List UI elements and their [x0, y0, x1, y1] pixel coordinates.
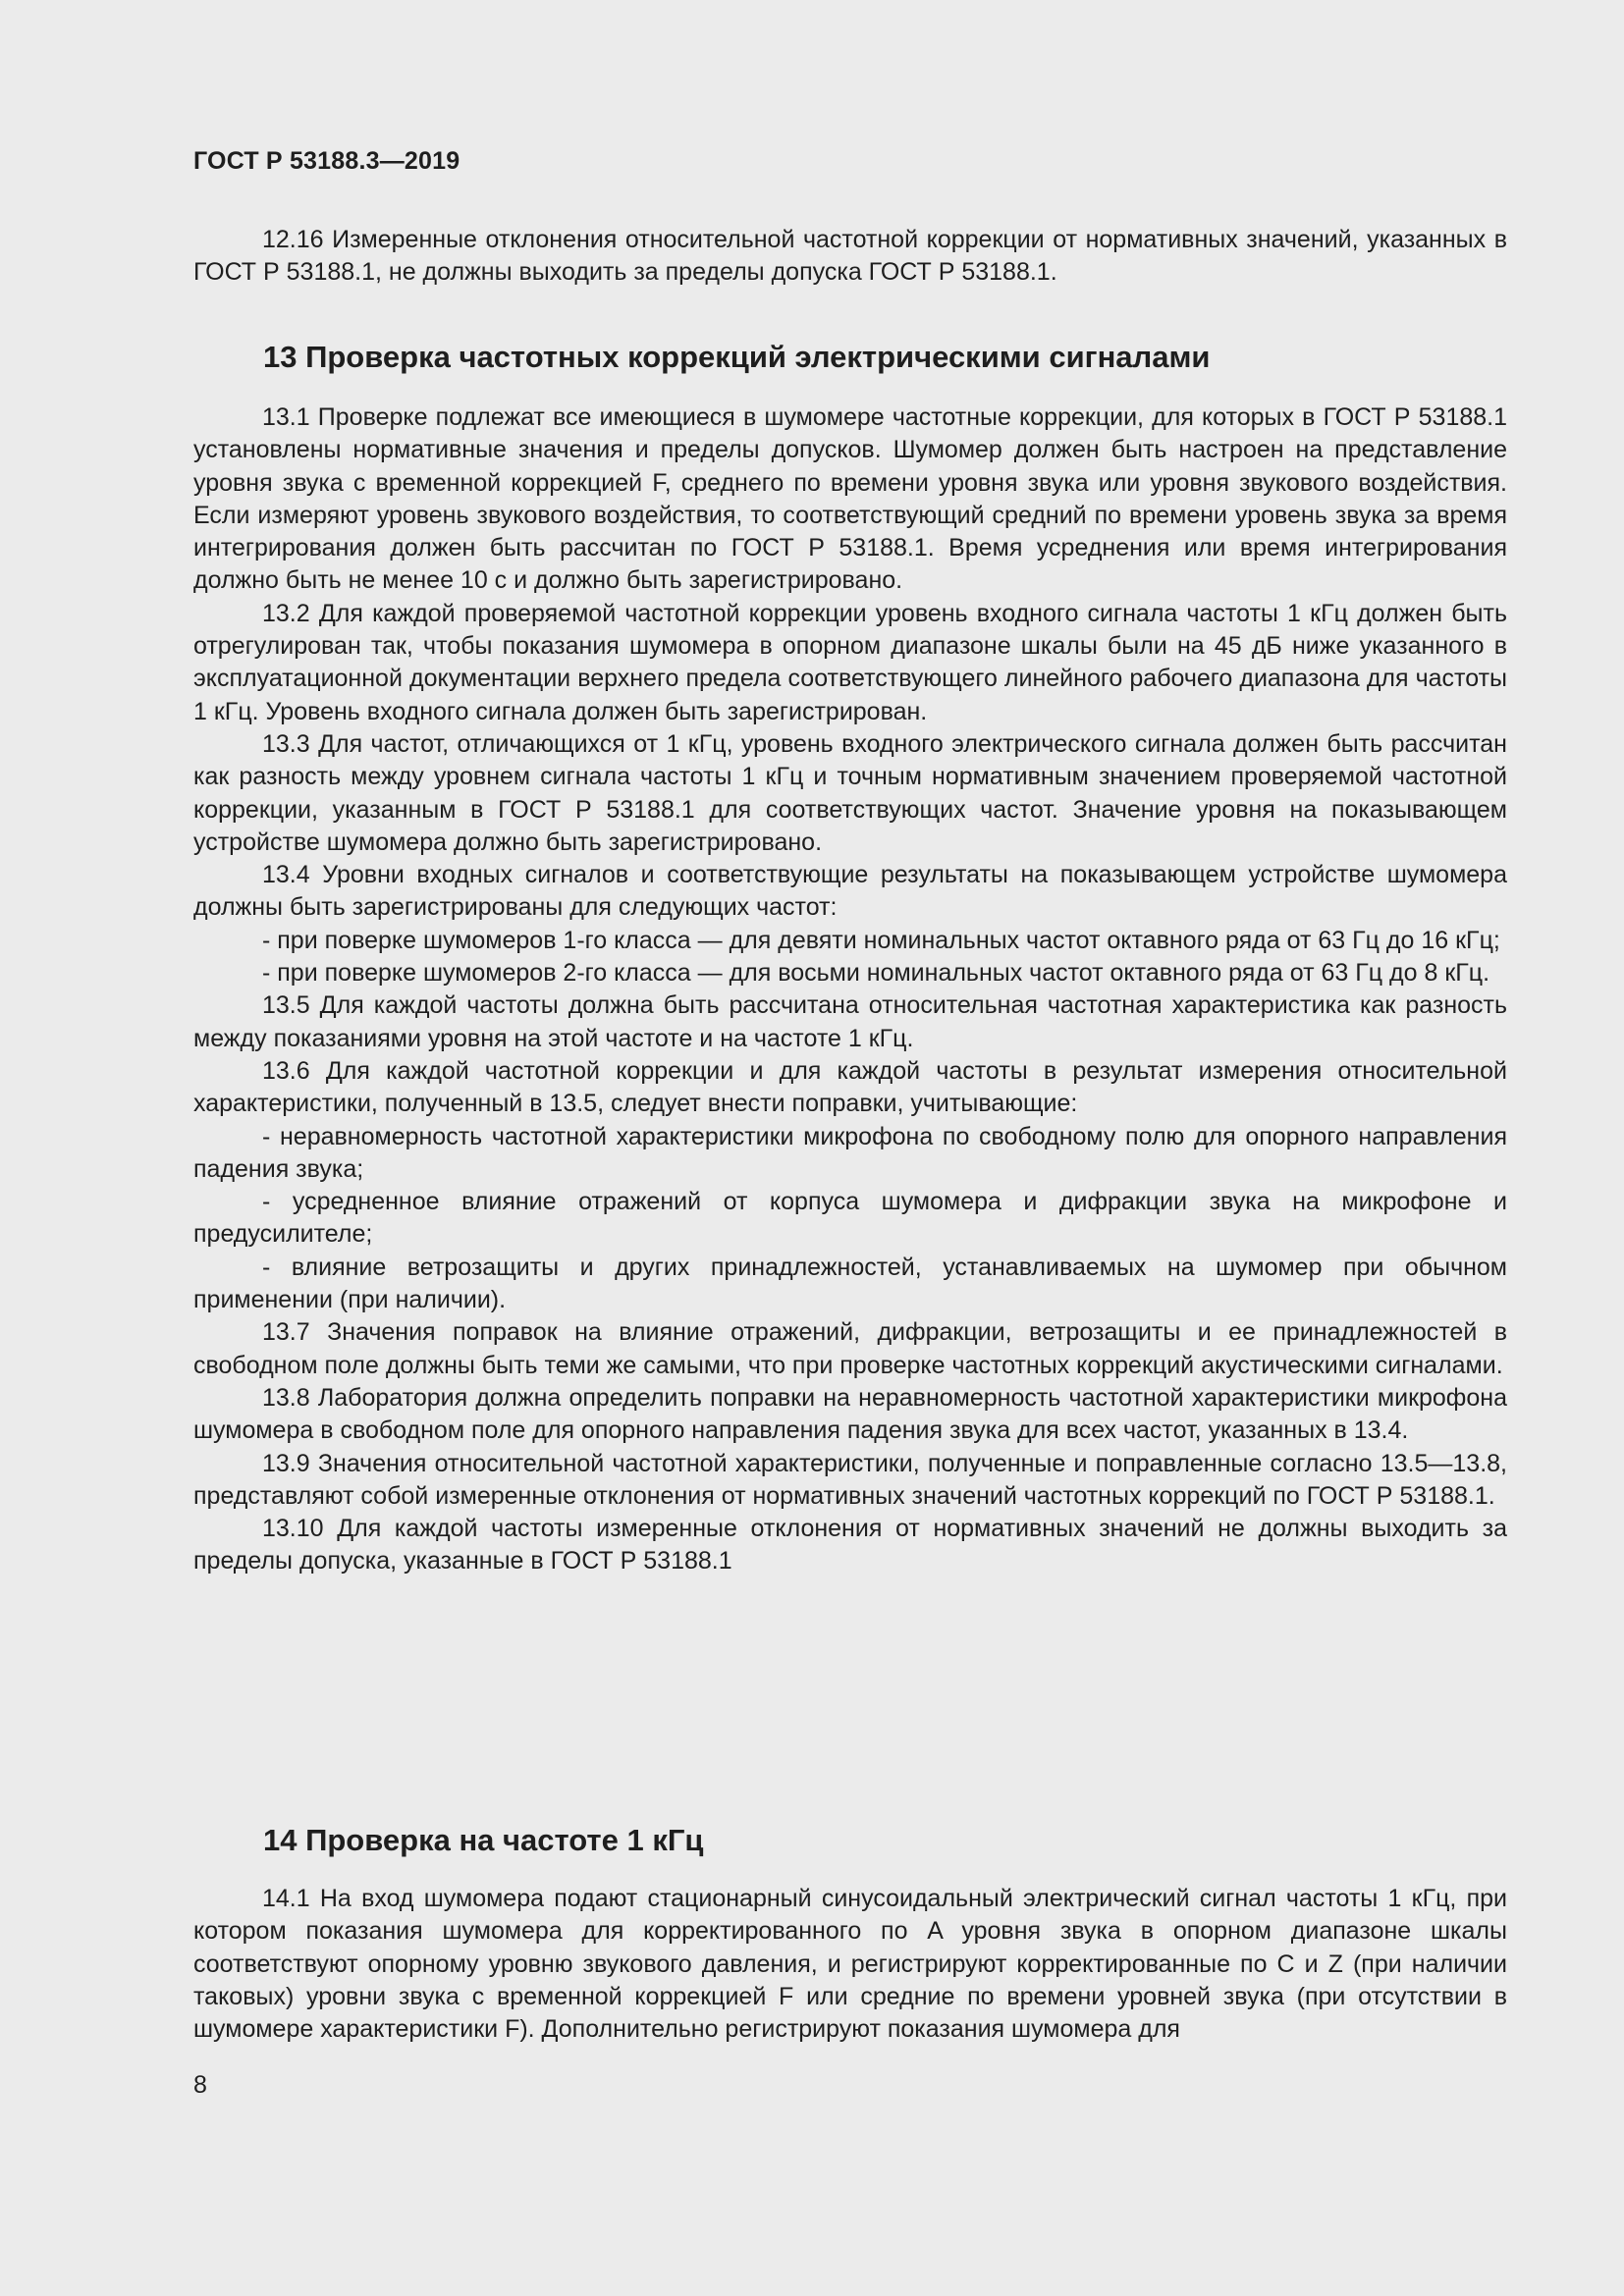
paragraph: 13.2 Для каждой проверяемой частотной коррекции уровень входного сигнала частоты 1 кГц должен быть отрегулирован так, чтобы показания шумомера в опорном диапазоне шкалы были на 45 дБ ниже указанного в эксплуатационной документации верхнего предела соответствующего линейного рабочего диапазона для частоты 1 кГц. Уровень входного сигнала должен быть зарегистрирован.	[193, 599, 1507, 725]
paragraph: 13.10 Для каждой частоты измеренные отклонения от нормативных значений не должны выходить за пределы допуска, указанные в ГОСТ Р 53188.1	[193, 1515, 1507, 1575]
list-item: - влияние ветрозащиты и других принадлежностей, устанавливаемых на шумомер при обычном применении (при наличии).	[193, 1253, 1507, 1314]
page-number: 8	[193, 2071, 207, 2099]
list-item: - усредненное влияние отражений от корпуса шумомера и дифракции звука на микрофоне и предусилителе;	[193, 1188, 1507, 1249]
paragraph: 13.9 Значения относительной частотной характеристики, полученные и поправленные согласно 13.5—13.8, представляют собой измеренные отклонения от нормативных значений частотных коррекций по ГОСТ Р 53188.1.	[193, 1449, 1507, 1510]
list-item: - при поверке шумомеров 1-го класса — для девяти номинальных частот октавного ряда от 63 Гц до 16 кГц;	[262, 926, 1500, 954]
list-item: - при поверке шумомеров 2-го класса — для восьми номинальных частот октавного ряда от 63 Гц до 8 кГц.	[262, 959, 1490, 988]
paragraph: 13.3 Для частот, отличающихся от 1 кГц, уровень входного электрического сигнала должен быть рассчитан как разность между уровнем сигнала частоты 1 кГц и точным нормативным значением проверяемой частотной коррекции, указанным в ГОСТ Р 53188.1 для соответствующих частот. Значение уровня на показывающем устройстве шумомера должно быть зарегистрировано.	[193, 729, 1507, 856]
paragraph: 13.6 Для каждой частотной коррекции и для каждой частоты в результат измерения относительной характеристики, полученный в 13.5, следует внести поправки, учитывающие:	[193, 1056, 1507, 1118]
section-13-title: 13 Проверка частотных коррекций электрическими сигналами	[263, 340, 1211, 374]
paragraph: 13.8 Лаборатория должна определить поправки на неравномерность частотной характеристики микрофона шумомера в свободном поле для опорного направления падения звука для всех частот, указанных в 13.4.	[193, 1383, 1507, 1445]
intro-block	[193, 224, 1507, 290]
paragraph: 13.4 Уровни входных сигналов и соответствующие результаты на показывающем устройстве шумомера должны быть зарегистрированы для следующих частот:	[193, 861, 1507, 922]
paragraph: 14.1 На вход шумомера подают стационарный синусоидальный электрический сигнал частоты 1 кГц, при котором показания шумомера для корректированного по A уровня звука в опорном диапазоне шкалы соответствуют опорному уровню звукового давления, и регистрируют корректированные по C и Z (при наличии таковых) уровни звука с временной коррекцией F или средние по времени уровней звука (при отсутствии в шумомере характеристики F). Дополнительно регистрируют показания шумомера для	[193, 1885, 1507, 2044]
paragraph: 13.7 Значения поправок на влияние отражений, дифракции, ветрозащиты и ее принадлежностей в свободном поле должны быть теми же самыми, что при проверке частотных коррекций акустическими сигналами.	[193, 1318, 1507, 1379]
section-13-body	[193, 401, 1507, 1578]
document-header-code: ГОСТ Р 53188.3—2019	[193, 147, 460, 175]
section-14-title: 14 Проверка на частоте 1 кГц	[263, 1823, 704, 1857]
list-item: - неравномерность частотной характеристики микрофона по свободному полю для опорного направления падения звука;	[193, 1122, 1507, 1183]
section-14-body	[193, 1883, 1507, 2046]
paragraph: 12.16 Измеренные отклонения относительной частотной коррекции от нормативных значений, указанных в ГОСТ Р 53188.1, не должны выходить за пределы допуска ГОСТ Р 53188.1.	[193, 226, 1507, 287]
paragraph: 13.1 Проверке подлежат все имеющиеся в шумомере частотные коррекции, для которых в ГОСТ Р 53188.1 установлены нормативные значения и пределы допусков. Шумомер должен быть настроен на представление уровня звука с временной коррекцией F, среднего по времени уровня звука или уровня звукового воздействия. Если измеряют уровень звукового воздействия, то соответствующий средний по времени уровень звука за время интегрирования должен быть рассчитан по ГОСТ Р 53188.1. Время усреднения или время интегрирования должно быть не менее 10 с и должно быть зарегистрировано.	[193, 403, 1507, 595]
paragraph: 13.5 Для каждой частоты должна быть рассчитана относительная частотная характеристика как разность между показаниями уровня на этой частоте и на частоте 1 кГц.	[193, 991, 1507, 1052]
